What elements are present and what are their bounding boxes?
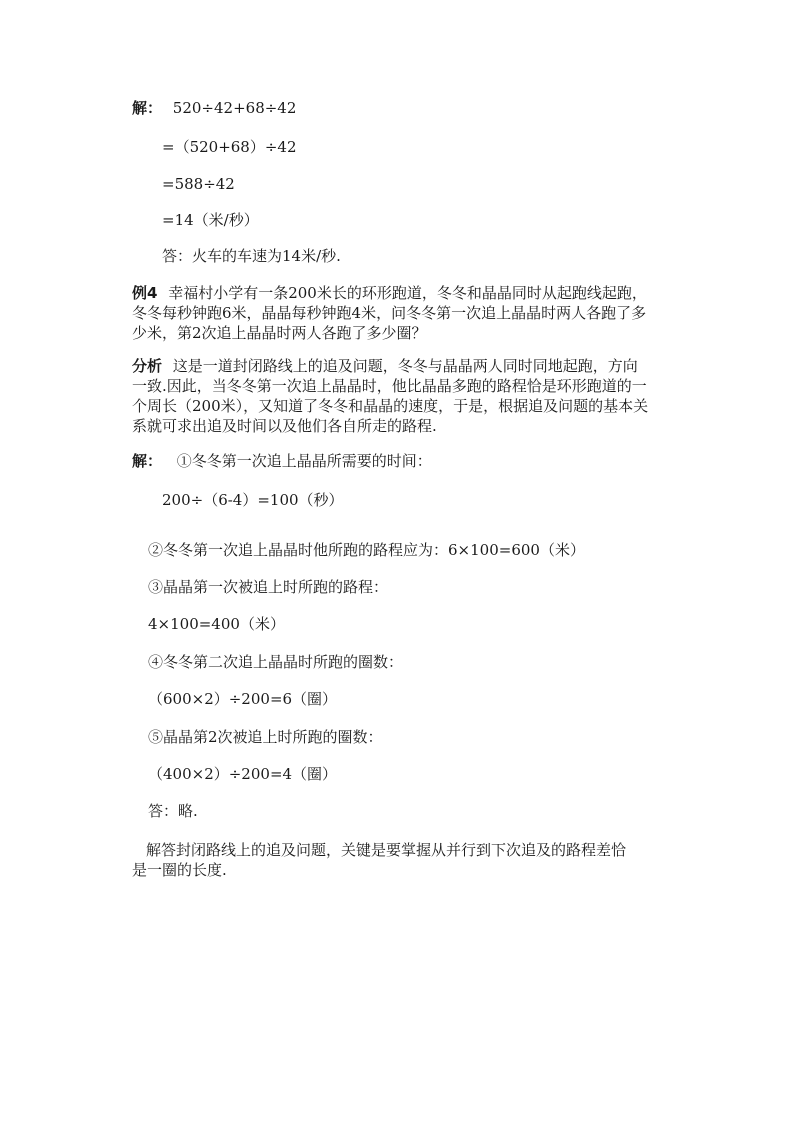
step-1-title: ①冬冬第一次追上晶晶所需要的时间： [176,452,432,470]
step-4-title: ④冬冬第二次追上晶晶时所跑的圈数： [148,653,404,671]
solution-expression: 520÷42+68÷42 [172,99,297,117]
example-line-3: 少米，第2次追上晶晶时两人各跑了多少圈？ [132,324,427,342]
conclusion-line-2: 是一圈的长度. [132,861,227,879]
step-1-calc: 200÷（6-4）=100（秒） [162,491,344,509]
example-label: 例4 [132,284,158,302]
step-3-calc: 4×100=400（米） [148,615,285,633]
solution-1-step-2: =588÷42 [162,175,235,193]
example-line-2: 冬冬每秒钟跑6米，晶晶每秒钟跑4米，问冬冬第一次追上晶晶时两人各跑了多 [132,304,647,322]
solution-2-label: 解： [132,452,163,470]
analysis-line-4: 系就可求出追及时间以及他们各自所走的路程. [132,417,437,435]
solution-2-answer: 答：略. [148,802,198,820]
analysis-line-2: 一致.因此，当冬冬第一次追上晶晶时，他比晶晶多跑的路程恰是环形跑道的一 [132,377,647,395]
solution-1-step-1: =（520+68）÷42 [162,138,297,156]
solution-label: 解： [132,99,163,117]
solution-1-answer: 答：火车的车速为14米/秒. [162,247,341,265]
solution-2-line [132,451,432,471]
analysis-line-1: 这是一道封闭路线上的追及问题，冬冬与晶晶两人同时同地起跑，方向 [172,357,638,375]
analysis-label: 分析 [132,357,163,375]
solution-1-line [132,98,296,118]
analysis [132,356,648,436]
conclusion-line-1: 解答封闭路线上的追及问题，关键是要掌握从并行到下次追及的路程差恰 [146,841,627,859]
analysis-line-3: 个周长（200米），又知道了冬冬和晶晶的速度，于是，根据追及问题的基本关 [132,397,649,415]
example-line-1: 幸福村小学有一条200米长的环形跑道，冬冬和晶晶同时从起跑线起跑， [168,284,647,302]
step-4-calc: （600×2）÷200=6（圈） [148,690,338,708]
step-3-title: ③晶晶第一次被追上时所跑的路程： [148,578,389,596]
step-5-title: ⑤晶晶第2次被追上时所跑的圈数： [148,728,383,746]
step-2-title: ②冬冬第一次追上晶晶时他所跑的路程应为：6×100=600（米） [148,541,585,559]
solution-1-step-3: =14（米/秒） [162,211,259,229]
example-4 [132,283,647,343]
step-5-calc: （400×2）÷200=4（圈） [148,765,338,783]
conclusion [132,840,626,880]
